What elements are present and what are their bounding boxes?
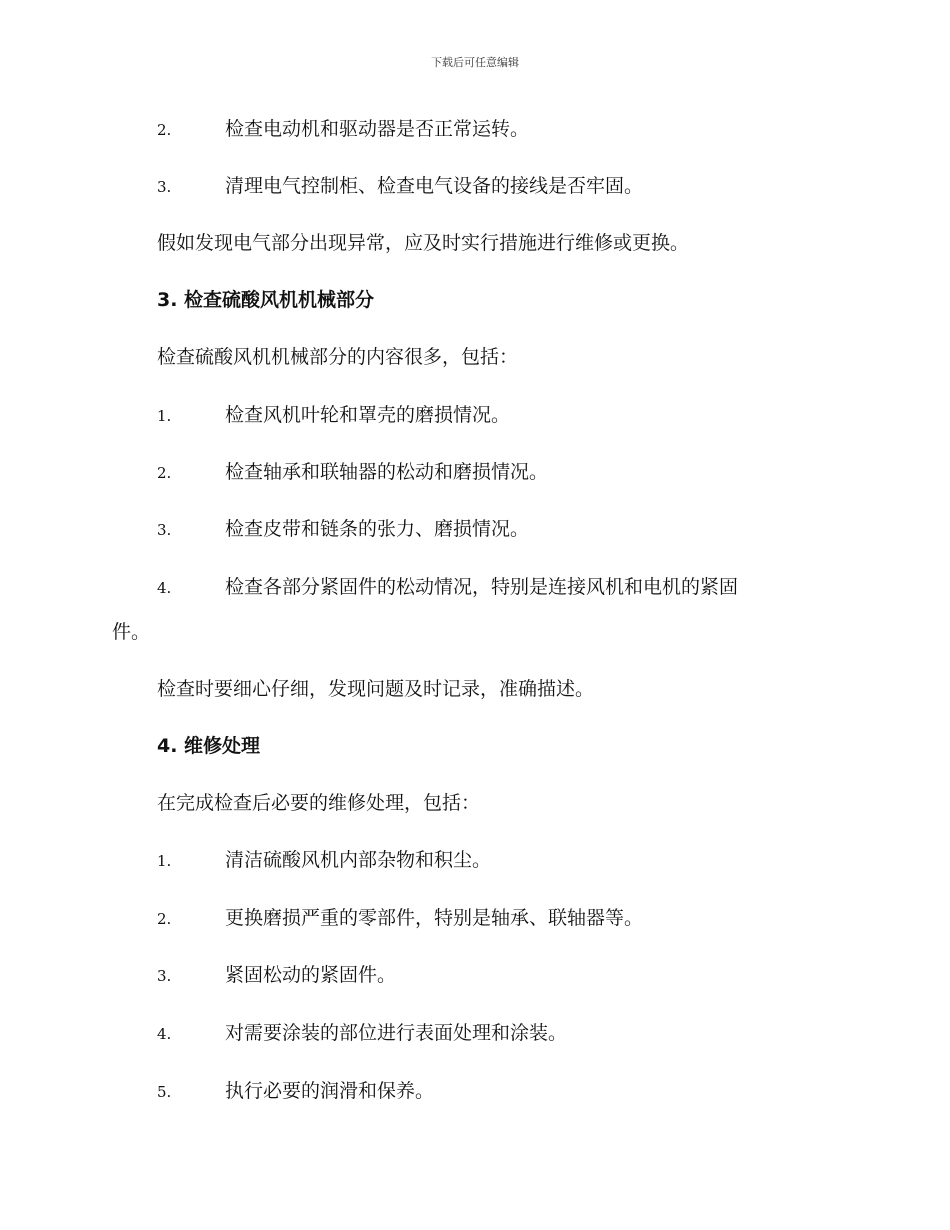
list-text: 清理电气控制柜、检查电气设备的接线是否牢固。 [225, 175, 644, 197]
list-number: 2. [157, 464, 172, 482]
list-text: 检查轴承和联轴器的松动和磨损情况。 [225, 461, 549, 483]
list-text: 检查电动机和驱动器是否正常运转。 [225, 118, 530, 140]
list-text: 检查风机叶轮和罩壳的磨损情况。 [225, 404, 511, 426]
list-item [157, 116, 529, 143]
list-number: 3. [157, 178, 172, 196]
list-text: 更换磨损严重的零部件，特别是轴承、联轴器等。 [225, 907, 644, 929]
list-item [157, 459, 548, 486]
list-text: 检查皮带和链条的张力、磨损情况。 [225, 518, 530, 540]
list-item [157, 402, 510, 429]
list-text-continuation: 件。 [112, 621, 151, 643]
list-number: 4. [157, 1025, 172, 1043]
page-header: 下载后可任意编辑 [431, 56, 519, 69]
list-text: 对需要涂装的部位进行表面处理和涂装。 [225, 1022, 568, 1044]
list-item [157, 847, 491, 874]
list-item [157, 173, 643, 200]
list-text: 检查各部分紧固件的松动情况，特别是连接风机和电机的紧固 [225, 576, 739, 598]
list-item [157, 1078, 434, 1105]
list-item [157, 574, 738, 601]
list-item [157, 516, 529, 543]
paragraph: 假如发现电气部分出现异常，应及时实行措施进行维修或更换。 [157, 232, 690, 254]
list-text: 紧固松动的紧固件。 [225, 964, 397, 986]
list-number: 2. [157, 121, 172, 139]
list-number: 4. [157, 579, 172, 597]
list-number: 3. [157, 967, 172, 985]
list-text: 执行必要的润滑和保养。 [225, 1080, 435, 1102]
list-item [157, 962, 396, 989]
list-number: 1. [157, 852, 172, 870]
section-heading: 3. 检查硫酸风机机械部分 [157, 289, 375, 311]
list-text: 清洁硫酸风机内部杂物和积尘。 [225, 849, 492, 871]
list-item [157, 1020, 567, 1047]
list-number: 5. [157, 1083, 172, 1101]
paragraph: 检查硫酸风机机械部分的内容很多，包括： [157, 346, 519, 368]
paragraph: 检查时要细心仔细，发现问题及时记录，准确描述。 [157, 678, 595, 700]
list-item [157, 905, 643, 932]
list-number: 1. [157, 407, 172, 425]
list-number: 2. [157, 910, 172, 928]
paragraph: 在完成检查后必要的维修处理，包括： [157, 792, 481, 814]
section-heading: 4. 维修处理 [157, 735, 261, 757]
list-number: 3. [157, 521, 172, 539]
